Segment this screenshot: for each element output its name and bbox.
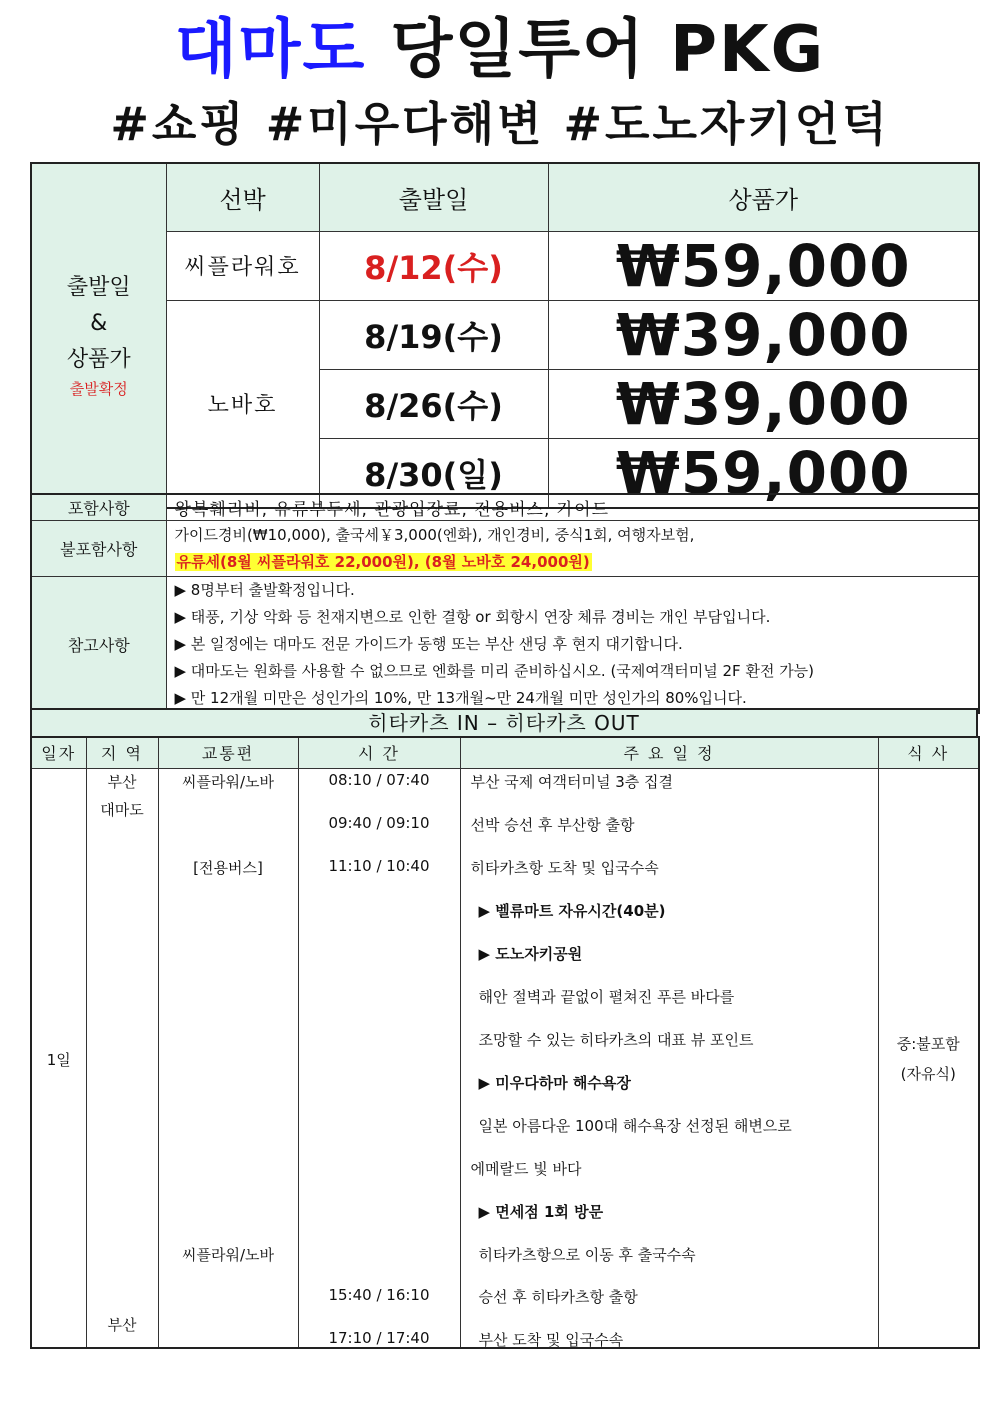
schedule-item: 조망할 수 있는 히타카츠의 대표 뷰 포인트 bbox=[478, 1030, 754, 1049]
schedule-item: 일본 아름다운 100대 해수욕장 선정된 해변으로 bbox=[478, 1116, 792, 1135]
note-item: ▶ 본 일정에는 대마도 전문 가이드가 동행 또는 부산 샌딩 후 현지 대기합니다. bbox=[174, 635, 683, 653]
departure-confirmed-note: 출발확정 bbox=[69, 380, 128, 399]
header-transport: 교통편 bbox=[158, 737, 298, 768]
transport-cell bbox=[158, 768, 298, 1348]
schedule-item: ▶ 벨류마트 자유시간(40분) bbox=[478, 901, 666, 920]
header-day: 일자 bbox=[31, 737, 86, 768]
tour-price: ₩59,000 bbox=[548, 438, 979, 508]
header-meal: 식 사 bbox=[878, 737, 979, 768]
price-table bbox=[30, 162, 980, 509]
schedule-item: 부산 국제 여객터미널 3층 집결 bbox=[470, 772, 673, 791]
region-label: 부산 bbox=[107, 1315, 137, 1334]
tour-price: ₩39,000 bbox=[548, 300, 979, 369]
route-banner: 히타카츠 IN – 히타카츠 OUT bbox=[30, 708, 978, 738]
header-region: 지 역 bbox=[86, 737, 158, 768]
notes-label: 참고사항 bbox=[31, 577, 166, 714]
excluded-text: 가이드경비(₩10,000), 출국세￥3,000(엔화), 개인경비, 중식1회, 여행자보험, 유류세(8월 씨플라워호 22,000원), (8월 노바호 24,000원) bbox=[166, 521, 979, 577]
departure-price-label: 출발일 & 상품가 출발확정 bbox=[31, 163, 166, 508]
time-label: 11:10 / 10:40 bbox=[328, 856, 430, 875]
header-time: 시 간 bbox=[298, 737, 460, 768]
note-item: ▶ 대마도는 원화를 사용할 수 없으므로 엔화를 미리 준비하십시오. (국제여객터미널 2F 환전 가능) bbox=[174, 662, 815, 680]
note-item: ▶ 태풍, 기상 악화 등 천재지변으로 인한 결항 or 회항시 연장 체류 경비는 개인 부담입니다. bbox=[174, 608, 771, 626]
schedule-cell bbox=[460, 768, 878, 1348]
meal-label: 중:불포함 bbox=[896, 1034, 960, 1053]
time-label: 09:40 / 09:10 bbox=[328, 813, 430, 832]
departure-date: 8/26(수) bbox=[319, 369, 548, 438]
page-title bbox=[0, 8, 1000, 92]
meal-cell bbox=[878, 768, 979, 1348]
departure-date: 8/12(수) bbox=[319, 231, 548, 300]
time-cell bbox=[298, 768, 460, 1348]
page-subtitle: #쇼핑 #미우다해변 #도노자키언덕 bbox=[110, 97, 890, 151]
schedule-item: ▶ 면세점 1회 방문 bbox=[478, 1202, 604, 1221]
note-item: ▶ 8명부터 출발확정입니다. bbox=[174, 581, 355, 599]
time-label: 15:40 / 16:10 bbox=[328, 1285, 430, 1304]
included-label: 포함사항 bbox=[31, 494, 166, 521]
tour-price: ₩59,000 bbox=[548, 231, 979, 300]
tour-price: ₩39,000 bbox=[548, 369, 979, 438]
schedule-item: 선박 승선 후 부산항 출항 bbox=[470, 815, 635, 834]
ship-name: 씨플라워호 bbox=[166, 231, 319, 300]
excluded-label: 불포함사항 bbox=[31, 521, 166, 577]
departure-date: 8/19(수) bbox=[319, 300, 548, 369]
fuel-surcharge-highlight: 유류세(8월 씨플라워호 22,000원), (8월 노바호 24,000원) bbox=[176, 552, 590, 571]
meal-note: (자유식) bbox=[900, 1064, 956, 1083]
time-label: 08:10 / 07:40 bbox=[328, 770, 430, 789]
day-cell bbox=[31, 768, 86, 1348]
notes-list bbox=[166, 577, 979, 714]
time-label: 17:10 / 17:40 bbox=[328, 1328, 430, 1347]
header-date: 출발일 bbox=[319, 163, 548, 231]
transport-label: 씨플라워/노바 bbox=[182, 1245, 274, 1264]
schedule-item: 승선 후 히타카츠항 출항 bbox=[478, 1287, 638, 1306]
schedule-item: 부산 도착 및 입국수속 bbox=[478, 1330, 624, 1349]
included-text: 왕복훼리비, 유류부두세, 관광입장료, 전용버스, 가이드 bbox=[166, 494, 979, 521]
region-cell bbox=[86, 768, 158, 1348]
departure-date: 8/30(일) bbox=[319, 438, 548, 508]
schedule-item: 에메랄드 빛 바다 bbox=[470, 1159, 582, 1178]
title-destination: 대마도 bbox=[174, 13, 367, 87]
day-label: 1일 bbox=[46, 1050, 71, 1069]
header-price: 상품가 bbox=[548, 163, 979, 231]
region-label: 부산 bbox=[107, 772, 137, 791]
schedule-item: ▶ 도노자키공원 bbox=[478, 944, 583, 963]
schedule-item: ▶ 미우다하마 해수욕장 bbox=[478, 1073, 631, 1092]
region-label: 대마도 bbox=[100, 800, 144, 819]
title-product: 당일투어 PKG bbox=[390, 13, 826, 87]
schedule-item: 히타카츠항 도착 및 입국수속 bbox=[470, 858, 659, 877]
info-table bbox=[30, 493, 980, 714]
schedule-item: 히타카츠항으로 이동 후 출국수속 bbox=[478, 1245, 696, 1264]
transport-label: [전용버스] bbox=[193, 858, 263, 877]
note-item: ▶ 만 12개월 미만은 성인가의 10%, 만 13개월~만 24개월 미만 성인가의 80%입니다. bbox=[174, 689, 747, 707]
ship-name: 노바호 bbox=[166, 300, 319, 508]
header-ship: 선박 bbox=[166, 163, 319, 231]
header-schedule: 주 요 일 정 bbox=[460, 737, 878, 768]
transport-label: 씨플라워/노바 bbox=[182, 772, 274, 791]
schedule-item: 해안 절벽과 끝없이 펼쳐진 푸른 바다를 bbox=[478, 987, 735, 1006]
itinerary-table bbox=[30, 736, 980, 1349]
